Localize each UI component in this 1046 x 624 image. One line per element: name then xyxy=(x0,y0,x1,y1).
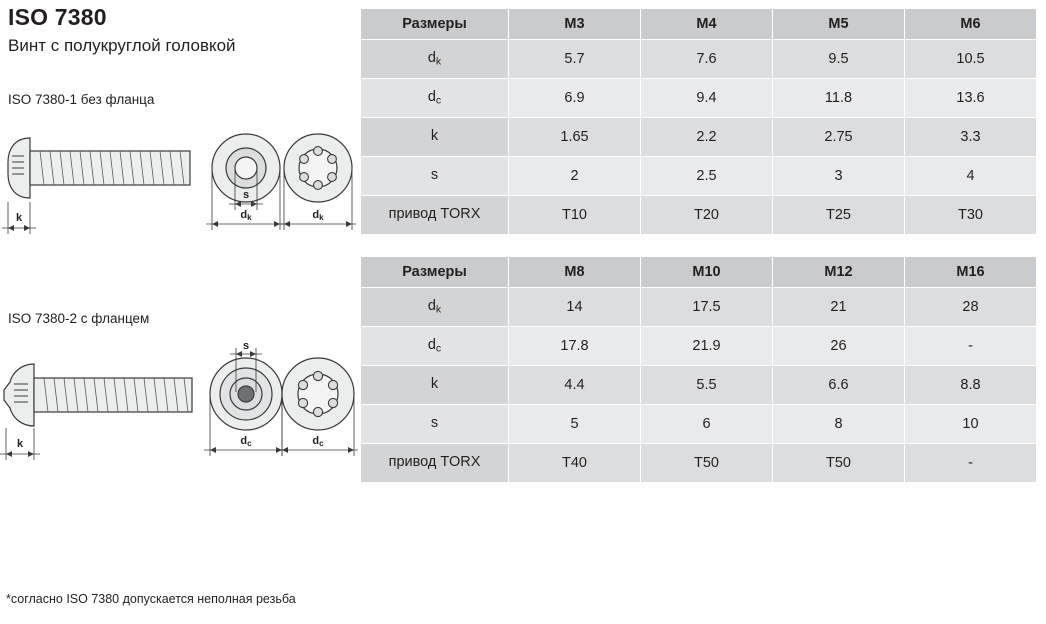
cell-value: 10.5 xyxy=(905,40,1037,79)
table-header-row xyxy=(361,257,1037,288)
row-label xyxy=(361,288,509,327)
row-label-text: d xyxy=(427,337,436,354)
cell-value: 8.8 xyxy=(905,366,1037,405)
column-header-sizes: Размеры xyxy=(361,257,509,288)
cell-value: 5.5 xyxy=(641,366,773,405)
cell-value: 9.5 xyxy=(773,40,905,79)
page-title: ISO 7380 xyxy=(8,4,107,30)
cell-value: 2 xyxy=(509,157,641,196)
cell-value: 4.4 xyxy=(509,366,641,405)
row-label-text: s xyxy=(430,167,439,184)
svg-text:dc: dc xyxy=(240,435,252,448)
row-label-text: k xyxy=(430,128,439,145)
row-label-text: d xyxy=(427,50,436,67)
cell-value: - xyxy=(905,327,1037,366)
cell-value: T50 xyxy=(773,444,905,483)
row-label xyxy=(361,444,509,483)
cell-value: T40 xyxy=(509,444,641,483)
table-row xyxy=(361,327,1037,366)
svg-text:dk: dk xyxy=(312,209,324,222)
row-label-text: d xyxy=(427,298,436,315)
cell-value: 26 xyxy=(773,327,905,366)
column-header-m4: M4 xyxy=(641,9,773,40)
column-header-m5: M5 xyxy=(773,9,905,40)
column-header-m16: M16 xyxy=(905,257,1037,288)
row-label xyxy=(361,40,509,79)
spec-table-2-wrapper xyxy=(360,256,1037,483)
spec-table-m8-m16 xyxy=(360,256,1037,483)
left-column xyxy=(0,0,360,624)
row-label xyxy=(361,366,509,405)
cell-value: 28 xyxy=(905,288,1037,327)
cell-value: 7.6 xyxy=(641,40,773,79)
row-label-text: s xyxy=(430,415,439,432)
cell-value: 8 xyxy=(773,405,905,444)
table-header-row xyxy=(361,9,1037,40)
column-header-m12: M12 xyxy=(773,257,905,288)
table-row xyxy=(361,118,1037,157)
table-row xyxy=(361,288,1037,327)
row-label-text: d xyxy=(427,89,436,106)
drawing-iso7380-2 xyxy=(0,330,360,480)
row-label xyxy=(361,196,509,235)
table-row xyxy=(361,157,1037,196)
spec-table-1-wrapper xyxy=(360,8,1037,235)
cell-value: 14 xyxy=(509,288,641,327)
cell-value: 1.65 xyxy=(509,118,641,157)
cell-value: 6 xyxy=(641,405,773,444)
column-header-m8: M8 xyxy=(509,257,641,288)
cell-value: 21.9 xyxy=(641,327,773,366)
cell-value: T25 xyxy=(773,196,905,235)
cell-value: 17.5 xyxy=(641,288,773,327)
row-label xyxy=(361,327,509,366)
column-header-m6: M6 xyxy=(905,9,1037,40)
variant-label-no-flange: ISO 7380-1 без фланца xyxy=(8,92,155,107)
cell-value: 3.3 xyxy=(905,118,1037,157)
cell-value: 2.2 xyxy=(641,118,773,157)
svg-text:k: k xyxy=(16,438,24,450)
row-label xyxy=(361,79,509,118)
drawing-svg-with-flange xyxy=(0,330,360,475)
table-row xyxy=(361,196,1037,235)
table-row xyxy=(361,366,1037,405)
cell-value: 3 xyxy=(773,157,905,196)
cell-value: 10 xyxy=(905,405,1037,444)
row-label xyxy=(361,118,509,157)
svg-text:k: k xyxy=(15,212,23,224)
row-label xyxy=(361,157,509,196)
spec-table-m3-m6 xyxy=(360,8,1037,235)
column-header-m10: M10 xyxy=(641,257,773,288)
cell-value: 11.8 xyxy=(773,79,905,118)
row-label-sub: k xyxy=(435,55,442,68)
cell-value: T30 xyxy=(905,196,1037,235)
table-row xyxy=(361,405,1037,444)
row-label-text: привод TORX xyxy=(388,206,481,223)
row-label-text: привод TORX xyxy=(388,454,481,471)
row-label-text: k xyxy=(430,376,439,393)
cell-value: 6.6 xyxy=(773,366,905,405)
svg-text:dc: dc xyxy=(312,435,324,448)
svg-text:dk: dk xyxy=(240,209,252,222)
page-subtitle: Винт с полукруглой головкой xyxy=(8,36,236,55)
cell-value: 2.75 xyxy=(773,118,905,157)
row-label xyxy=(361,405,509,444)
cell-value: T50 xyxy=(641,444,773,483)
cell-value: 4 xyxy=(905,157,1037,196)
cell-value: 17.8 xyxy=(509,327,641,366)
column-header-m3: M3 xyxy=(509,9,641,40)
row-label-sub: c xyxy=(435,342,442,355)
drawing-iso7380-1 xyxy=(0,118,360,263)
table-row xyxy=(361,79,1037,118)
cell-value: 13.6 xyxy=(905,79,1037,118)
svg-text:s: s xyxy=(242,340,250,352)
cell-value: 6.9 xyxy=(509,79,641,118)
cell-value: T10 xyxy=(509,196,641,235)
cell-value: 9.4 xyxy=(641,79,773,118)
table-row xyxy=(361,444,1037,483)
cell-value: 5.7 xyxy=(509,40,641,79)
cell-value: 5 xyxy=(509,405,641,444)
svg-text:s: s xyxy=(242,189,250,201)
cell-value: T20 xyxy=(641,196,773,235)
cell-value: 21 xyxy=(773,288,905,327)
column-header-sizes: Размеры xyxy=(361,9,509,40)
cell-value: 2.5 xyxy=(641,157,773,196)
row-label-sub: c xyxy=(435,94,442,107)
row-label-sub: k xyxy=(435,303,442,316)
cell-value: - xyxy=(905,444,1037,483)
footnote: *согласно ISO 7380 допускается неполная резьба xyxy=(6,592,296,606)
variant-label-with-flange: ISO 7380-2 с фланцем xyxy=(8,311,150,326)
drawing-svg-no-flange xyxy=(0,118,360,258)
table-row xyxy=(361,40,1037,79)
